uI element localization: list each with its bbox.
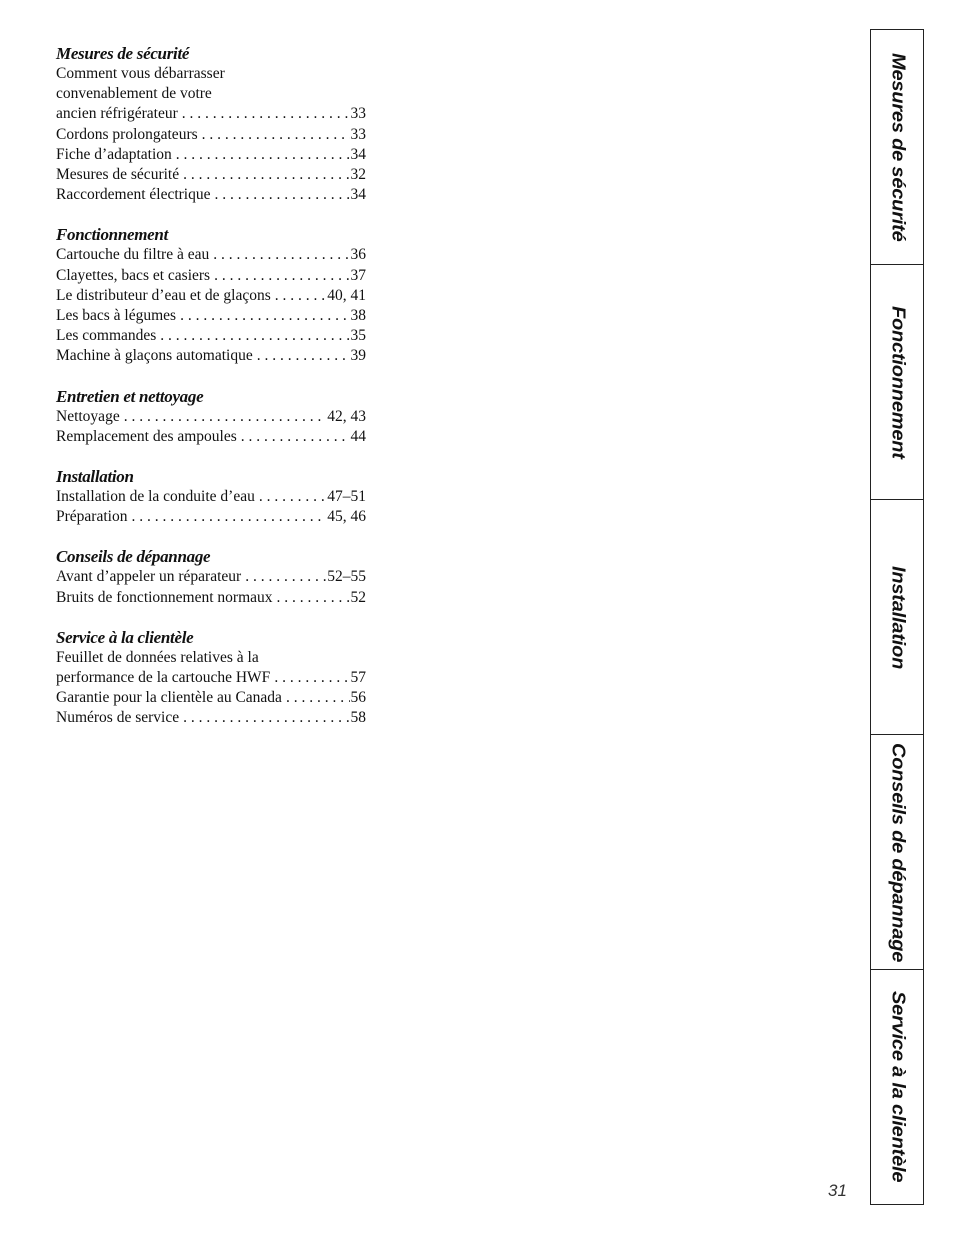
entry-text: Avant d’appeler un réparateur [56, 568, 242, 586]
dot-leader [259, 487, 326, 507]
entry-text: Fiche d’adaptation [56, 145, 172, 163]
tab-label: Service à la clientèle [887, 991, 908, 1183]
toc-section [56, 546, 366, 607]
entry-text: Le distributeur d’eau et de glaçons [56, 286, 271, 304]
dot-leader [183, 708, 349, 728]
dot-leader [183, 165, 349, 185]
tab-label: Mesures de sécurité [887, 52, 908, 242]
dot-leader [245, 567, 326, 587]
section-tabs [870, 29, 924, 1205]
entry-page-number: 33 [350, 105, 366, 123]
toc-entry[interactable] [56, 326, 366, 346]
section-title: Installation [56, 467, 134, 487]
tab-installation[interactable] [871, 499, 923, 735]
toc-entry[interactable] [56, 427, 366, 447]
entry-page-number: 56 [350, 689, 366, 707]
toc-entry[interactable] [56, 165, 366, 185]
dot-leader [274, 668, 349, 688]
tab-fonctionnement[interactable] [871, 264, 923, 500]
page-number: 31 [828, 1181, 847, 1200]
entry-page-number: 39 [350, 347, 366, 365]
toc-entry[interactable] [56, 588, 366, 608]
entry-page-number: 32 [350, 166, 366, 184]
tab-mesures-de-securite[interactable] [871, 30, 923, 264]
dot-leader [275, 286, 326, 306]
entry-text: Cartouche du filtre à eau [56, 246, 210, 264]
entry-page-number: 44 [350, 427, 366, 445]
entry-text: Machine à glaçons automatique [56, 347, 253, 365]
toc-entry[interactable] [56, 567, 366, 587]
section-title: Entretien et nettoyage [56, 386, 204, 406]
toc-entry[interactable] [56, 708, 366, 728]
entry-page-number: 42, 43 [327, 407, 366, 425]
entry-text: Remplacement des ampoules [56, 427, 237, 445]
entry-page-number: 34 [350, 186, 366, 204]
entry-text: Raccordement électrique [56, 186, 211, 204]
toc-entry[interactable] [56, 185, 366, 205]
entry-text: Cordons prolongateurs [56, 125, 198, 143]
entry-text: Clayettes, bacs et casiers [56, 266, 211, 284]
dot-leader [213, 245, 349, 265]
toc-entry[interactable] [56, 125, 366, 145]
entry-text-line: Feuillet de données relatives à la [56, 648, 259, 666]
dot-leader [241, 427, 350, 447]
toc-entry[interactable] [56, 145, 366, 165]
entry-text: Garantie pour la clientèle au Canada [56, 689, 282, 707]
entry-text: Les commandes [56, 327, 157, 345]
toc-section [56, 466, 366, 527]
toc-section [56, 627, 366, 729]
toc-entry[interactable] [56, 286, 366, 306]
entry-page-number: 52–55 [327, 568, 366, 586]
toc-section [56, 386, 366, 447]
entry-text: Les bacs à légumes [56, 307, 177, 325]
entry-page-number: 47–51 [327, 488, 366, 506]
tab-label: Conseils de dépannage [887, 742, 908, 963]
entry-page-number: 52 [350, 588, 366, 606]
dot-leader [277, 588, 350, 608]
dot-leader [176, 145, 350, 165]
tab-label: Installation [887, 565, 908, 670]
dot-leader [131, 507, 326, 527]
dot-leader [257, 346, 350, 366]
toc-entry[interactable] [56, 266, 366, 286]
entry-text-line: Comment vous débarrasser [56, 65, 225, 82]
dot-leader [286, 688, 350, 708]
section-title: Conseils de dépannage [56, 547, 211, 567]
entry-page-number: 57 [350, 669, 366, 687]
entry-text-line: convenablement de votre [56, 85, 212, 103]
entry-text: Installation de la conduite d’eau [56, 488, 255, 506]
toc-entry[interactable] [56, 306, 366, 326]
dot-leader [214, 266, 349, 286]
entry-text: Préparation [56, 508, 128, 526]
entry-page-number: 45, 46 [327, 508, 366, 526]
dot-leader [160, 326, 349, 346]
toc-entry[interactable] [56, 407, 366, 427]
entry-page-number: 38 [350, 307, 366, 325]
section-title: Service à la clientèle [56, 627, 194, 647]
dot-leader [202, 125, 350, 145]
toc-entry[interactable] [56, 507, 366, 527]
toc-entry[interactable] [56, 688, 366, 708]
toc-section [56, 43, 366, 205]
toc-entry[interactable] [56, 648, 366, 688]
entry-page-number: 34 [350, 145, 366, 163]
section-title: Mesures de sécurité [56, 44, 190, 63]
entry-text: ancien réfrigérateur [56, 105, 178, 123]
dot-leader [180, 306, 349, 326]
section-title: Fonctionnement [56, 225, 168, 245]
dot-leader [124, 407, 327, 427]
toc-entry[interactable] [56, 64, 366, 125]
entry-page-number: 33 [350, 125, 366, 143]
entry-page-number: 40, 41 [327, 286, 366, 304]
toc-entry[interactable] [56, 346, 366, 366]
entry-text: Nettoyage [56, 407, 120, 425]
entry-page-number: 58 [350, 709, 366, 727]
tab-label: Fonctionnement [887, 306, 908, 459]
entry-text: Bruits de fonctionnement normaux [56, 588, 273, 606]
dot-leader [215, 185, 350, 205]
entry-text: Mesures de sécurité [56, 166, 180, 184]
entry-text: Numéros de service [56, 709, 180, 727]
table-of-contents [56, 43, 366, 748]
entry-page-number: 37 [350, 266, 366, 284]
toc-entry[interactable] [56, 487, 366, 507]
tab-conseils-de-depannage[interactable] [871, 734, 923, 970]
toc-entry[interactable] [56, 245, 366, 265]
tab-service-a-la-clientele[interactable] [871, 969, 923, 1204]
entry-page-number: 36 [350, 246, 366, 264]
entry-page-number: 35 [350, 327, 366, 345]
entry-text: performance de la cartouche HWF [56, 669, 271, 687]
dot-leader [182, 104, 350, 124]
toc-section [56, 224, 366, 366]
